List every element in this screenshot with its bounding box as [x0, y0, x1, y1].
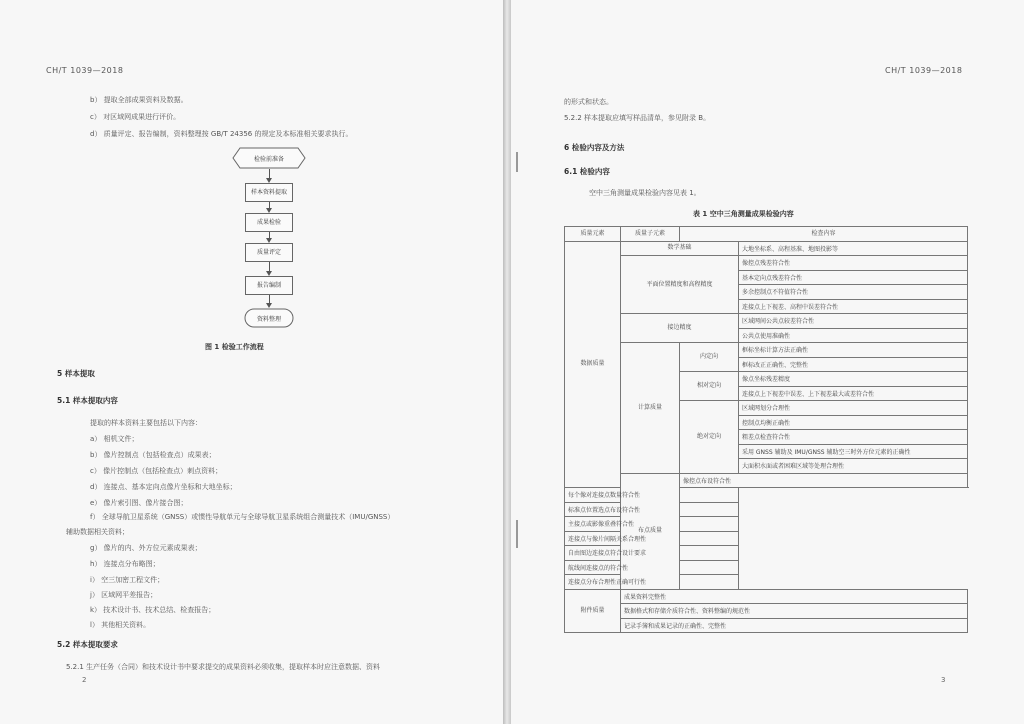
left-page	[0, 0, 503, 724]
paragraph-5-2-2: 5.2.2 样本提取应填写样品清单，参见附录 B。	[564, 114, 711, 122]
table-intro: 空中三角测量成果检验内容见表 1。	[589, 189, 701, 197]
table-header-row	[565, 227, 968, 242]
section-6-1-heading: 6.1 检验内容	[564, 167, 610, 176]
table-cell: 粗差点检查符合性	[739, 430, 968, 445]
table-cell: 大地坐标系、高程基准、地图投影等	[739, 241, 968, 256]
list-item: k） 技术设计书、技术总结、检查报告；	[90, 606, 216, 614]
table-row	[565, 241, 968, 256]
quality-element: 数据质量	[565, 241, 621, 488]
table-row	[565, 256, 968, 271]
body-intro: 提取的样本资料主要包括以下内容：	[90, 419, 202, 427]
table-cell: 连接点分布合理性正确可行性	[565, 575, 739, 590]
list-item: l） 其他相关资料。	[90, 621, 151, 629]
table-row	[565, 589, 968, 604]
table-cell: 框标坐标计算方法正确性	[739, 343, 968, 358]
table-row	[565, 343, 968, 358]
page-number: 2	[82, 676, 87, 684]
table-cell: 区域网间公共点较差符合性	[739, 314, 968, 329]
left-page-header: CH/T 1039—2018	[46, 66, 124, 75]
binding-mark	[516, 152, 518, 172]
table-cell: 自由图边连接点符合设计要求	[565, 546, 739, 561]
table-header: 质量子元素	[621, 227, 680, 242]
list-item: d） 连接点、基本定向点像片坐标和大地坐标；	[90, 483, 237, 491]
list-item: a） 相机文件；	[90, 435, 139, 443]
continued-text: 的形式和状态。	[564, 98, 613, 106]
table-caption: 表 1 空中三角测量成果检验内容	[693, 210, 794, 218]
list-item: c） 像片控制点（包括检查点）刺点资料；	[90, 467, 223, 475]
list-item-continuation: 辅助数据相关资料；	[66, 528, 129, 536]
binding-mark	[516, 520, 518, 548]
table-cell: 像控点布设符合性	[680, 473, 968, 488]
table-cell: 航线间连接点的符合性	[565, 560, 739, 575]
quality-sub-element: 数学基础	[621, 241, 739, 256]
table-cell: 每个像对连接点数量符合性	[565, 488, 739, 503]
list-item: f） 全球导航卫星系统（GNSS）或惯性导航单元与全球导航卫星系统组合测量技术（IMU/GNSS）	[90, 513, 395, 521]
flow-step-6: 资料整理	[256, 316, 281, 323]
inspection-content-table	[564, 226, 968, 633]
section-5-heading: 5 样本提取	[57, 369, 95, 378]
list-item-d: d） 质量评定、报告编制，资料整理按 GB/T 24356 的规定及本标准相关要求执行。	[90, 130, 353, 138]
quality-sub-element: 计算质量	[621, 343, 680, 474]
list-item: i） 空三加密工程文件；	[90, 576, 165, 584]
table-cell: 像点坐标残差精度	[739, 372, 968, 387]
table-cell: 成果资料完整性	[621, 589, 968, 604]
list-item: j） 区域网平差报告；	[90, 591, 158, 599]
flow-step-3: 成果检验	[245, 213, 293, 232]
table-cell: 公共点使用准确性	[739, 328, 968, 343]
section-5-1-heading: 5.1 样本提取内容	[57, 396, 118, 405]
calc-category: 绝对定向	[680, 401, 739, 474]
section-6-heading: 6 检验内容及方法	[564, 143, 625, 152]
table-row	[565, 618, 968, 633]
calc-category: 相对定向	[680, 372, 739, 401]
table-row	[565, 502, 968, 517]
flow-step-2: 样本资料提取	[245, 183, 293, 202]
right-page-header: CH/T 1039—2018	[885, 66, 963, 75]
table-cell: 记录手簿和成果记录的正确性、完整性	[621, 618, 968, 633]
table-cell: 基本定向点残差符合性	[739, 270, 968, 285]
table-cell: 数据格式和存储介质符合性、资料整编的规范性	[621, 604, 968, 619]
table-cell: 主接点或影像重叠符合性	[565, 517, 739, 532]
table-row	[565, 488, 968, 503]
quality-sub-element: 平面位置精度和高程精度	[621, 256, 739, 314]
table-row	[565, 473, 968, 488]
figure-caption: 图 1 检验工作流程	[205, 343, 264, 351]
page-number: 3	[941, 676, 946, 684]
list-item: h） 连接点分布略图；	[90, 560, 160, 568]
table-row	[565, 517, 968, 532]
table-row	[565, 575, 968, 590]
flow-step-1: 检验前准备	[253, 156, 284, 163]
right-page	[511, 0, 1024, 724]
table-cell: 多余控制点不符值符合性	[739, 285, 968, 300]
quality-element: 布点质量	[621, 473, 680, 589]
table-row	[565, 546, 968, 561]
paragraph-5-2-1: 5.2.1 生产任务（合同）和技术设计书中要求提交的成果资料必须收集，提取样本时应注意数据、资料	[66, 663, 381, 671]
table-header: 检查内容	[680, 227, 968, 242]
table-cell: 框标改正正确性、完整性	[739, 357, 968, 372]
table-cell: 像控点残差符合性	[739, 256, 968, 271]
quality-sub-element: 接边精度	[621, 314, 739, 343]
table-header: 质量元素	[565, 227, 621, 242]
list-item: b） 像片控制点（包括检查点）成果表；	[90, 451, 216, 459]
table-row	[565, 314, 968, 329]
list-item: g） 像片的内、外方位元素成果表；	[90, 544, 202, 552]
table-cell: 连接点与像片间隔关系合理性	[565, 531, 739, 546]
section-5-2-heading: 5.2 样本提取要求	[57, 640, 118, 649]
book-gutter	[503, 0, 511, 724]
flow-step-5: 报告编制	[245, 276, 293, 295]
list-item-c: c） 对区域网成果进行评价。	[90, 113, 181, 121]
quality-element: 附件质量	[565, 589, 621, 633]
table-cell: 控制点均衡正确性	[739, 415, 968, 430]
table-row	[565, 604, 968, 619]
table-cell: 采用 GNSS 辅助及 IMU/GNSS 辅助空三时外方位元素的正确性	[739, 444, 968, 459]
table-row	[565, 560, 968, 575]
table-cell: 连接点上下视差、高程中误差符合性	[739, 299, 968, 314]
table-cell: 大面积水面或者困难区域等处理合理性	[739, 459, 968, 474]
table-cell: 连接点上下视差中误差、上下视差最大或差符合性	[739, 386, 968, 401]
list-item-b: b） 提取全部成果资料及数据。	[90, 96, 188, 104]
table-cell: 区域网划分合理性	[739, 401, 968, 416]
table-row	[565, 531, 968, 546]
calc-category: 内定向	[680, 343, 739, 372]
flow-step-4: 质量评定	[245, 243, 293, 262]
list-item: e） 像片索引图、像片接合图；	[90, 499, 188, 507]
table-cell: 标准点位置选点布设符合性	[565, 502, 739, 517]
